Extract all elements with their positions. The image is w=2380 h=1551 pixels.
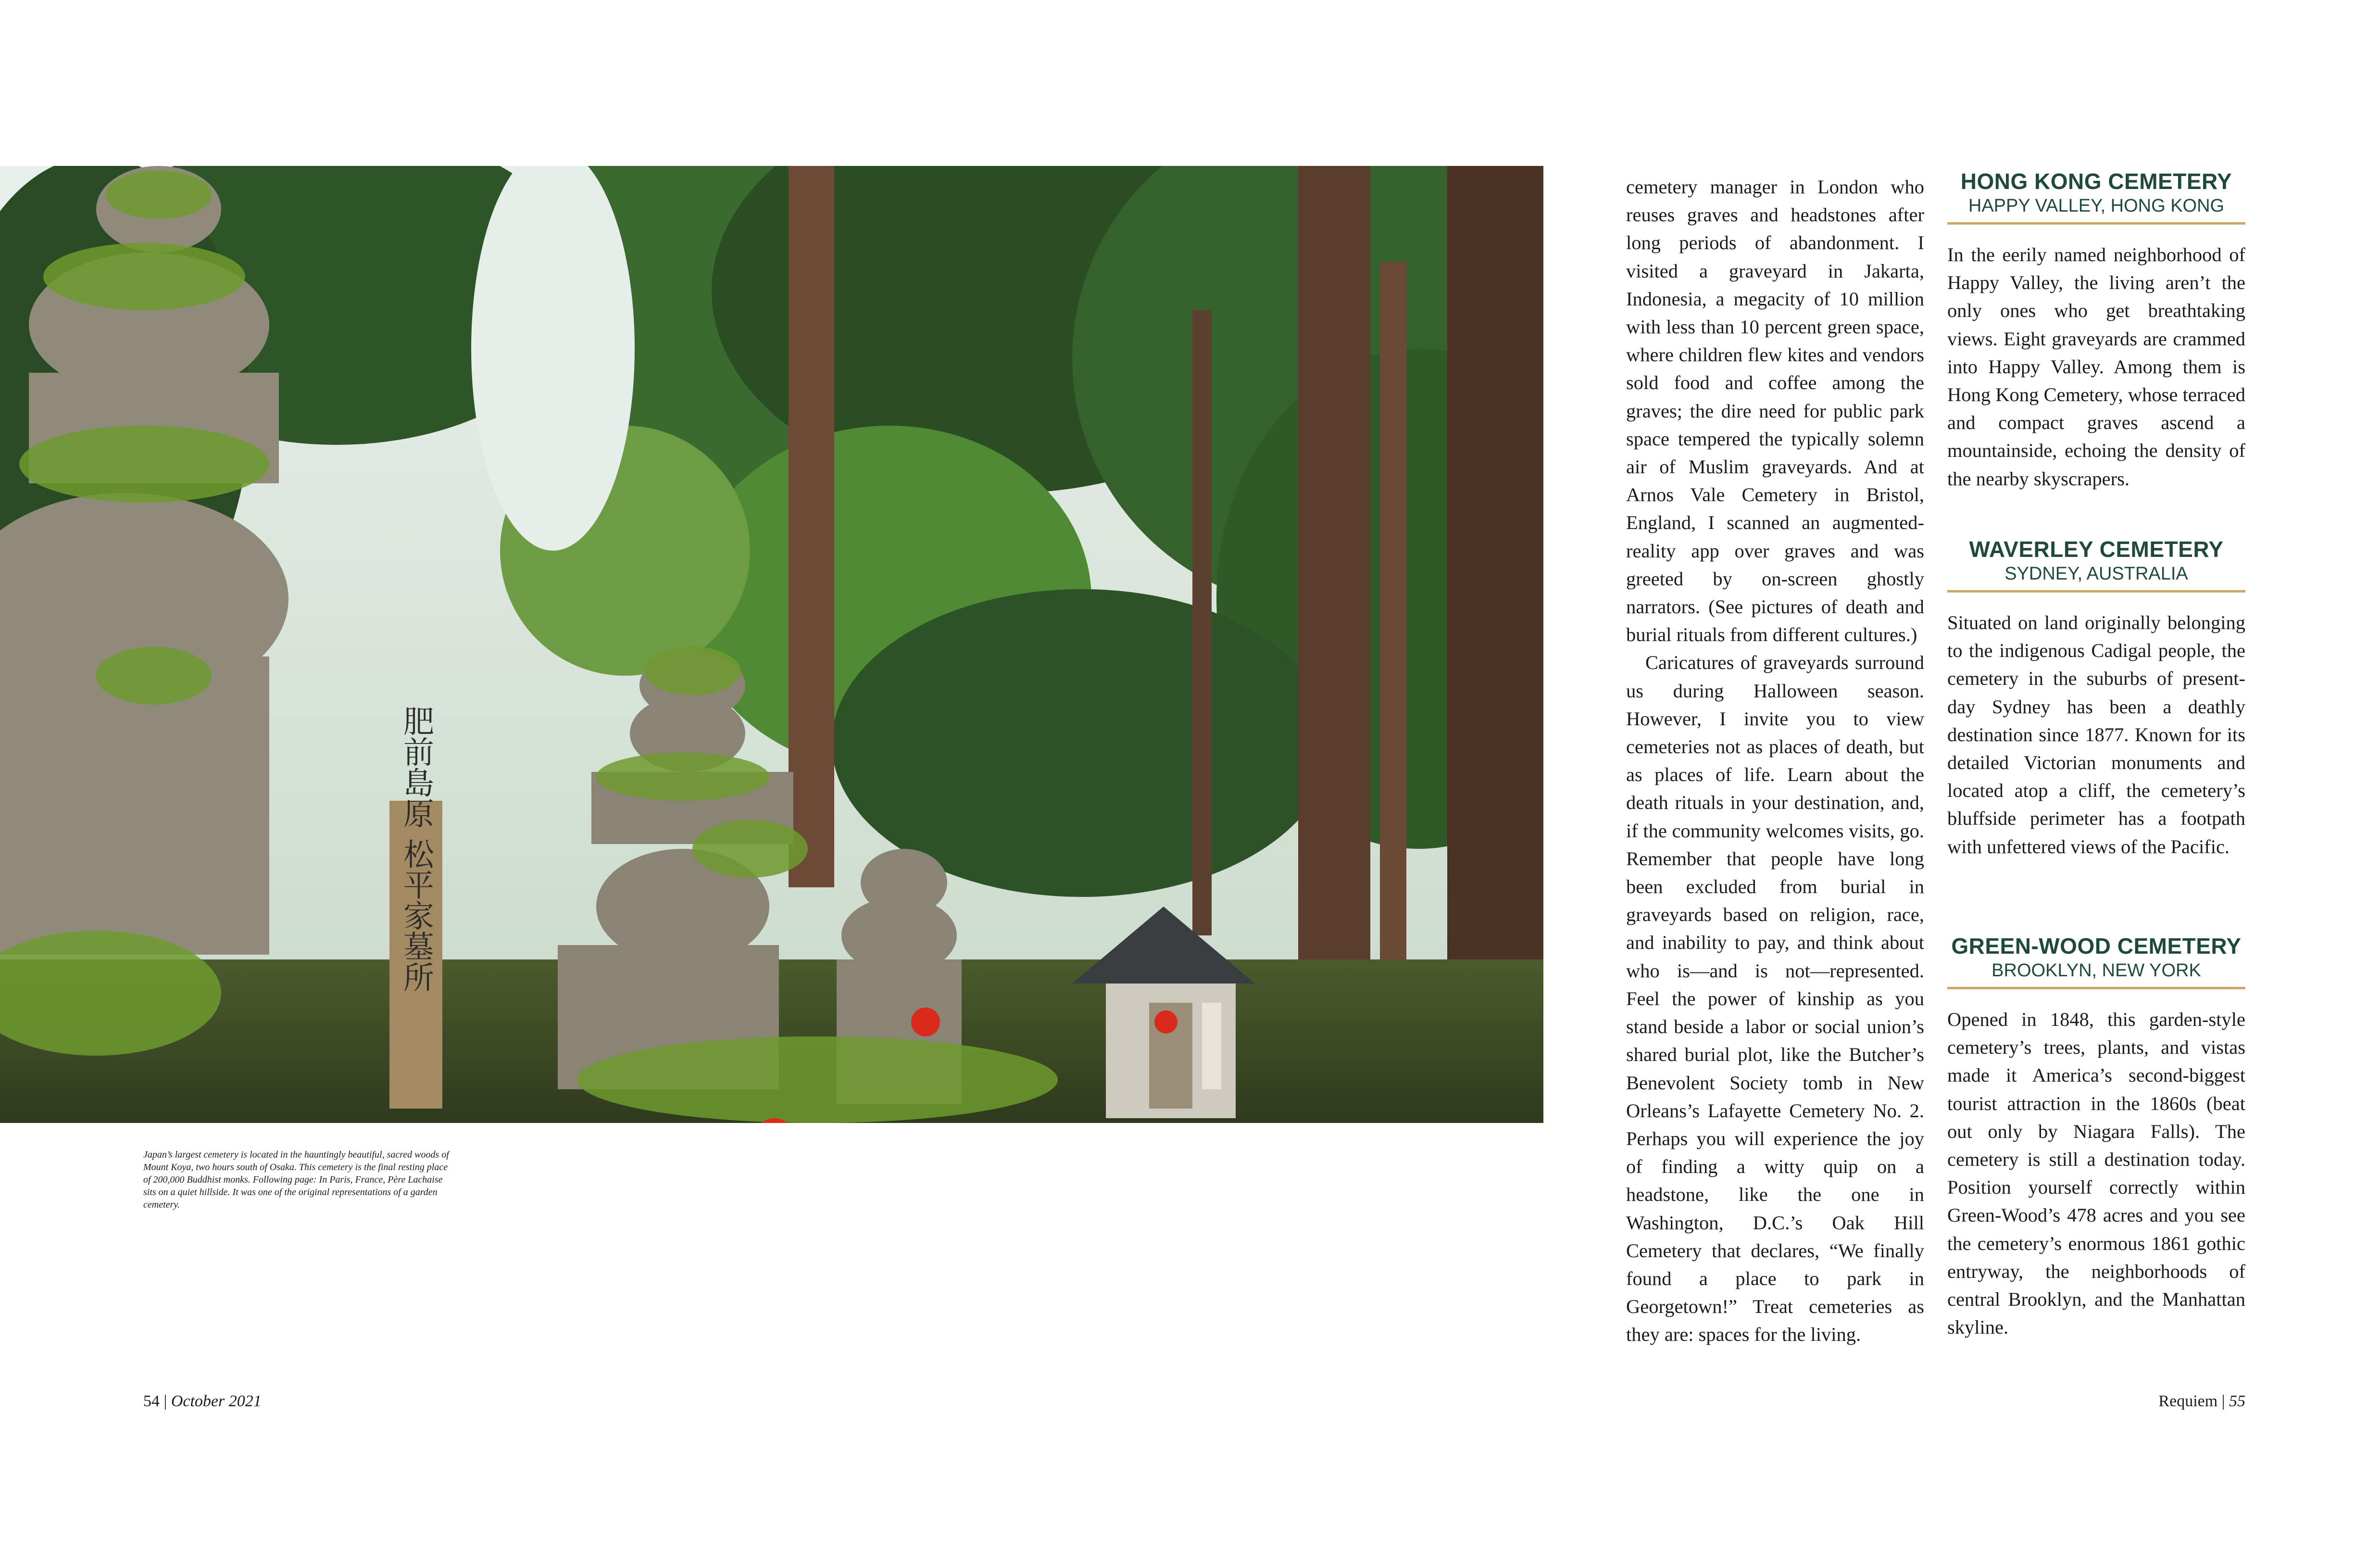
sidebar-subtitle: HAPPY VALLEY, HONG KONG (1968, 196, 2225, 216)
sidebar-body: In the eerily named neighborhood of Happy Valley, the living aren’t the only ones who get breathtaking views. Eight graveyards are crammed into Happy Valley. Among them is Hong Kong Cemetery, whose terraced and compact graves ascend a mountainside, echoing the density of the nearby skyscrapers. (1947, 244, 2245, 490)
sidebar-body: Situated on land originally belonging to the indigenous Cadigal people, the cemetery in the suburbs of present-day Sydney has been a deathly destination since 1877. Known for its detailed Victorian monuments and located atop a cliff, the cemetery’s bluffside perimeter has a footpath with unfettered views of the Pacific. (1947, 612, 2245, 857)
sidebar-divider (1947, 987, 2245, 989)
sidebar-title: GREEN-WOOD CEMETERY (1951, 933, 2242, 958)
sidebar-title: WAVERLEY CEMETERY (1969, 537, 2224, 562)
page-number: 55 (2229, 1392, 2245, 1410)
folio-right (2019, 1392, 2245, 1411)
sidebar-divider (1947, 590, 2245, 593)
photo-caption: Japan’s largest cemetery is located in the hauntingly beautiful, sacred woods of Mount Koya, two hours south of Osaka. This cemetery is the final resting place of 200,000 Buddhist monks. Following page: In Paris, France, Père Lachaise sits on a quiet hillside. It was one of the original representations of a garden cemetery. (143, 1149, 449, 1210)
sidebar-divider (1947, 222, 2245, 225)
sign-text: 肥前島原 松平家墓所 (398, 705, 434, 993)
article-paragraph: Caricatures of graveyards surround us during Halloween season. However, I invite you to view cemeteries not as places of death, but as places of life. Learn about the death rituals in your destination, and, if the community welcomes visits, go. Remember that people have long been excluded from burial in graveyards based on religion, race, and inability to pay, and think about who is—and is not—represented. Feel the power of kinship as you stand beside a labor or social union’s shared burial plot, like the Butcher’s Benevolent Society tomb in New Orleans’s Lafayette Cemetery No. 2. Perhaps you will experience the joy of finding a witty quip on a headstone, like the one in Washington, D.C.’s Oak Hill Cemetery that declares, “We finally found a place to park in Georgetown!” Treat cemeteries as they are: spaces for the living. (1626, 652, 1924, 1346)
article-paragraph: cemetery manager in London who reuses graves and headstones after long periods of abandonment. I visited a graveyard in Jakarta, Indonesia, a megacity of 10 million with less than 10 percent green space, where children flew kites and vendors sold food and coffee among the graves; the dire need for public park space tempered the typically solemn air of Muslim graveyards. And at Arnos Vale Cemetery in Bristol, England, I scanned an augmented-reality app over graves and was greeted by on-screen ghostly narrators. (See pictures of death and burial rituals from different cultures.) (1626, 176, 1924, 646)
page-number: 54 (143, 1392, 160, 1410)
sidebar-subtitle: SYDNEY, AUSTRALIA (2004, 564, 2188, 584)
sidebar-body: Opened in 1848, this garden-style cemetery’s trees, plants, and vistas made it America’s second-biggest tourist attraction in the 1860s (beat out only by Niagara Falls). The cemetery is still a destination today. Position yourself correctly within Green-Wood’s 478 acres and you see the cemetery’s enormous 1861 gothic entryway, the neighborhoods of central Brooklyn, and the Manhattan skyline. (1947, 1009, 2245, 1338)
cemetery-photo (0, 166, 1543, 1123)
sidebar-section-hong-kong (1947, 168, 2245, 493)
sidebar-section-green-wood (1947, 933, 2245, 1341)
folio-separator: | (160, 1392, 171, 1410)
section-name: Requiem (2158, 1392, 2218, 1410)
forest-cemetery-photo-icon (0, 166, 1543, 1123)
issue-date: October 2021 (171, 1392, 262, 1410)
folio-left (143, 1392, 262, 1411)
sidebar-subtitle: BROOKLYN, NEW YORK (1992, 960, 2201, 981)
article-body (1626, 173, 1924, 1349)
sidebar-title: HONG KONG CEMETERY (1960, 169, 2232, 194)
folio-separator: | (2217, 1392, 2229, 1410)
sidebar-section-waverley (1947, 536, 2245, 861)
